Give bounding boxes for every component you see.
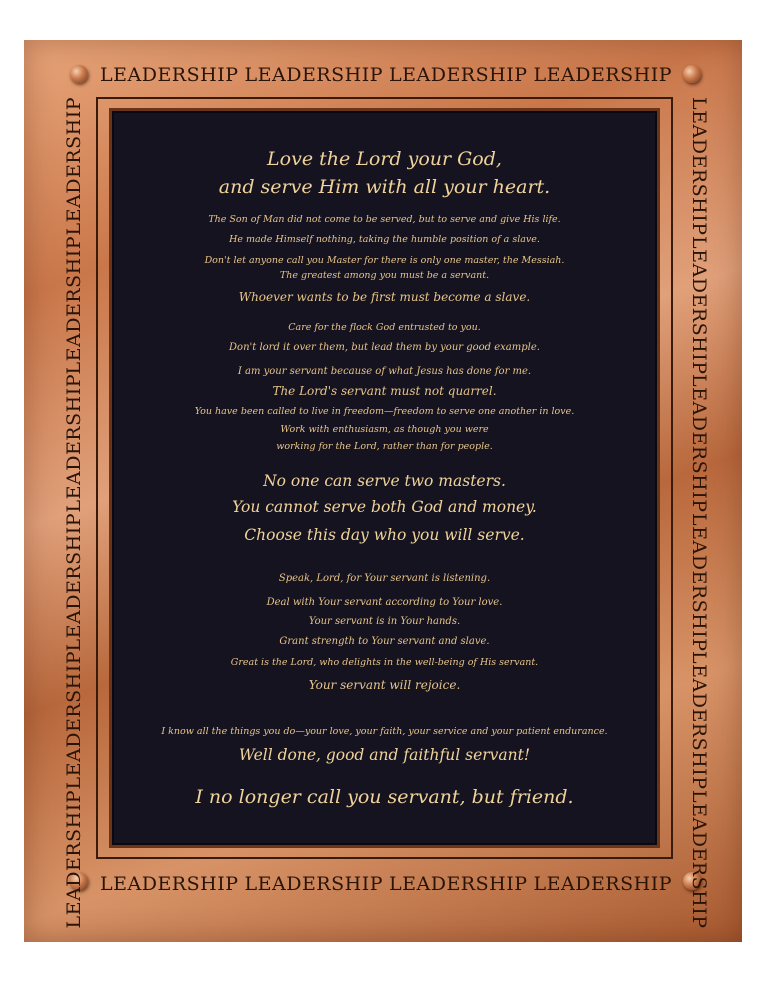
verse-line: The Lord's servant must not quarrel. [272, 384, 497, 398]
border-word: LEADERSHIP [63, 789, 85, 928]
verse-line: Care for the flock God entrusted to you. [288, 322, 481, 333]
closing-line: I no longer call you servant, but friend. [195, 786, 574, 808]
border-word: LEADERSHIP [688, 789, 710, 928]
border-word: LEADERSHIP [688, 512, 710, 651]
border-word: LEADERSHIP [533, 64, 672, 86]
border-word: LEADERSHIP [389, 64, 528, 86]
verse-line: Work with enthusiasm, as though you were [280, 424, 489, 435]
verse-line: The Son of Man did not come to be served, but to serve and give His life. [208, 214, 561, 225]
border-band-left [58, 97, 90, 928]
border-word: LEADERSHIP [688, 374, 710, 513]
verse-line-emphasis: Choose this day who you will serve. [244, 526, 525, 544]
verse-line: He made Himself nothing, taking the humble position of a slave. [229, 234, 540, 245]
border-word: LEADERSHIP [244, 873, 383, 895]
stud-top-left [70, 65, 88, 83]
verse-line: I know all the things you do—your love, your faith, your service and your patient endurance. [161, 726, 608, 737]
border-word: LEADERSHIP [533, 873, 672, 895]
heading-line-1: Love the Lord your God, [267, 148, 502, 170]
verse-line-emphasis: Well done, good and faithful servant! [238, 746, 531, 764]
verse-line: Whoever wants to be first must become a slave. [238, 290, 531, 304]
border-band-top [100, 60, 672, 90]
border-word: LEADERSHIP [63, 651, 85, 790]
verse-line: Speak, Lord, for Your servant is listening. [278, 573, 491, 584]
border-word: LEADERSHIP [63, 235, 85, 374]
verse-line-emphasis: No one can serve two masters. [263, 472, 506, 490]
border-band-bottom [100, 869, 672, 899]
border-word: LEADERSHIP [63, 374, 85, 513]
verse-line: Grant strength to Your servant and slave. [279, 636, 490, 647]
verse-line: Your servant is in Your hands. [308, 616, 461, 627]
border-word: LEADERSHIP [688, 651, 710, 790]
verse-line: Deal with Your servant according to Your love. [266, 597, 503, 608]
verse-line-emphasis: You cannot serve both God and money. [232, 498, 537, 516]
border-word: LEADERSHIP [688, 235, 710, 374]
verse-line: Great is the Lord, who delights in the well-being of His servant. [230, 657, 539, 668]
verse-line: You have been called to live in freedom—freedom to serve one another in love. [194, 406, 575, 417]
border-word: LEADERSHIP [100, 873, 239, 895]
border-word: LEADERSHIP [244, 64, 383, 86]
border-word: LEADERSHIP [389, 873, 528, 895]
verse-line: I am your servant because of what Jesus has done for me. [237, 366, 532, 377]
verse-line: working for the Lord, rather than for people. [276, 441, 493, 452]
heading-line-2: and serve Him with all your heart. [218, 176, 551, 198]
verse-line: Your servant will rejoice. [308, 678, 461, 692]
border-word: LEADERSHIP [63, 512, 85, 651]
border-word: LEADERSHIP [63, 97, 85, 236]
stud-top-right [683, 65, 701, 83]
verse-line: Don't let anyone call you Master for there is only one master, the Messiah. [204, 255, 565, 266]
border-band-right [683, 97, 715, 928]
verse-line: Don't lord it over them, but lead them by your good example. [229, 342, 540, 353]
verse-line: The greatest among you must be a servant. [279, 270, 490, 281]
border-word: LEADERSHIP [100, 64, 239, 86]
border-word: LEADERSHIP [688, 97, 710, 236]
